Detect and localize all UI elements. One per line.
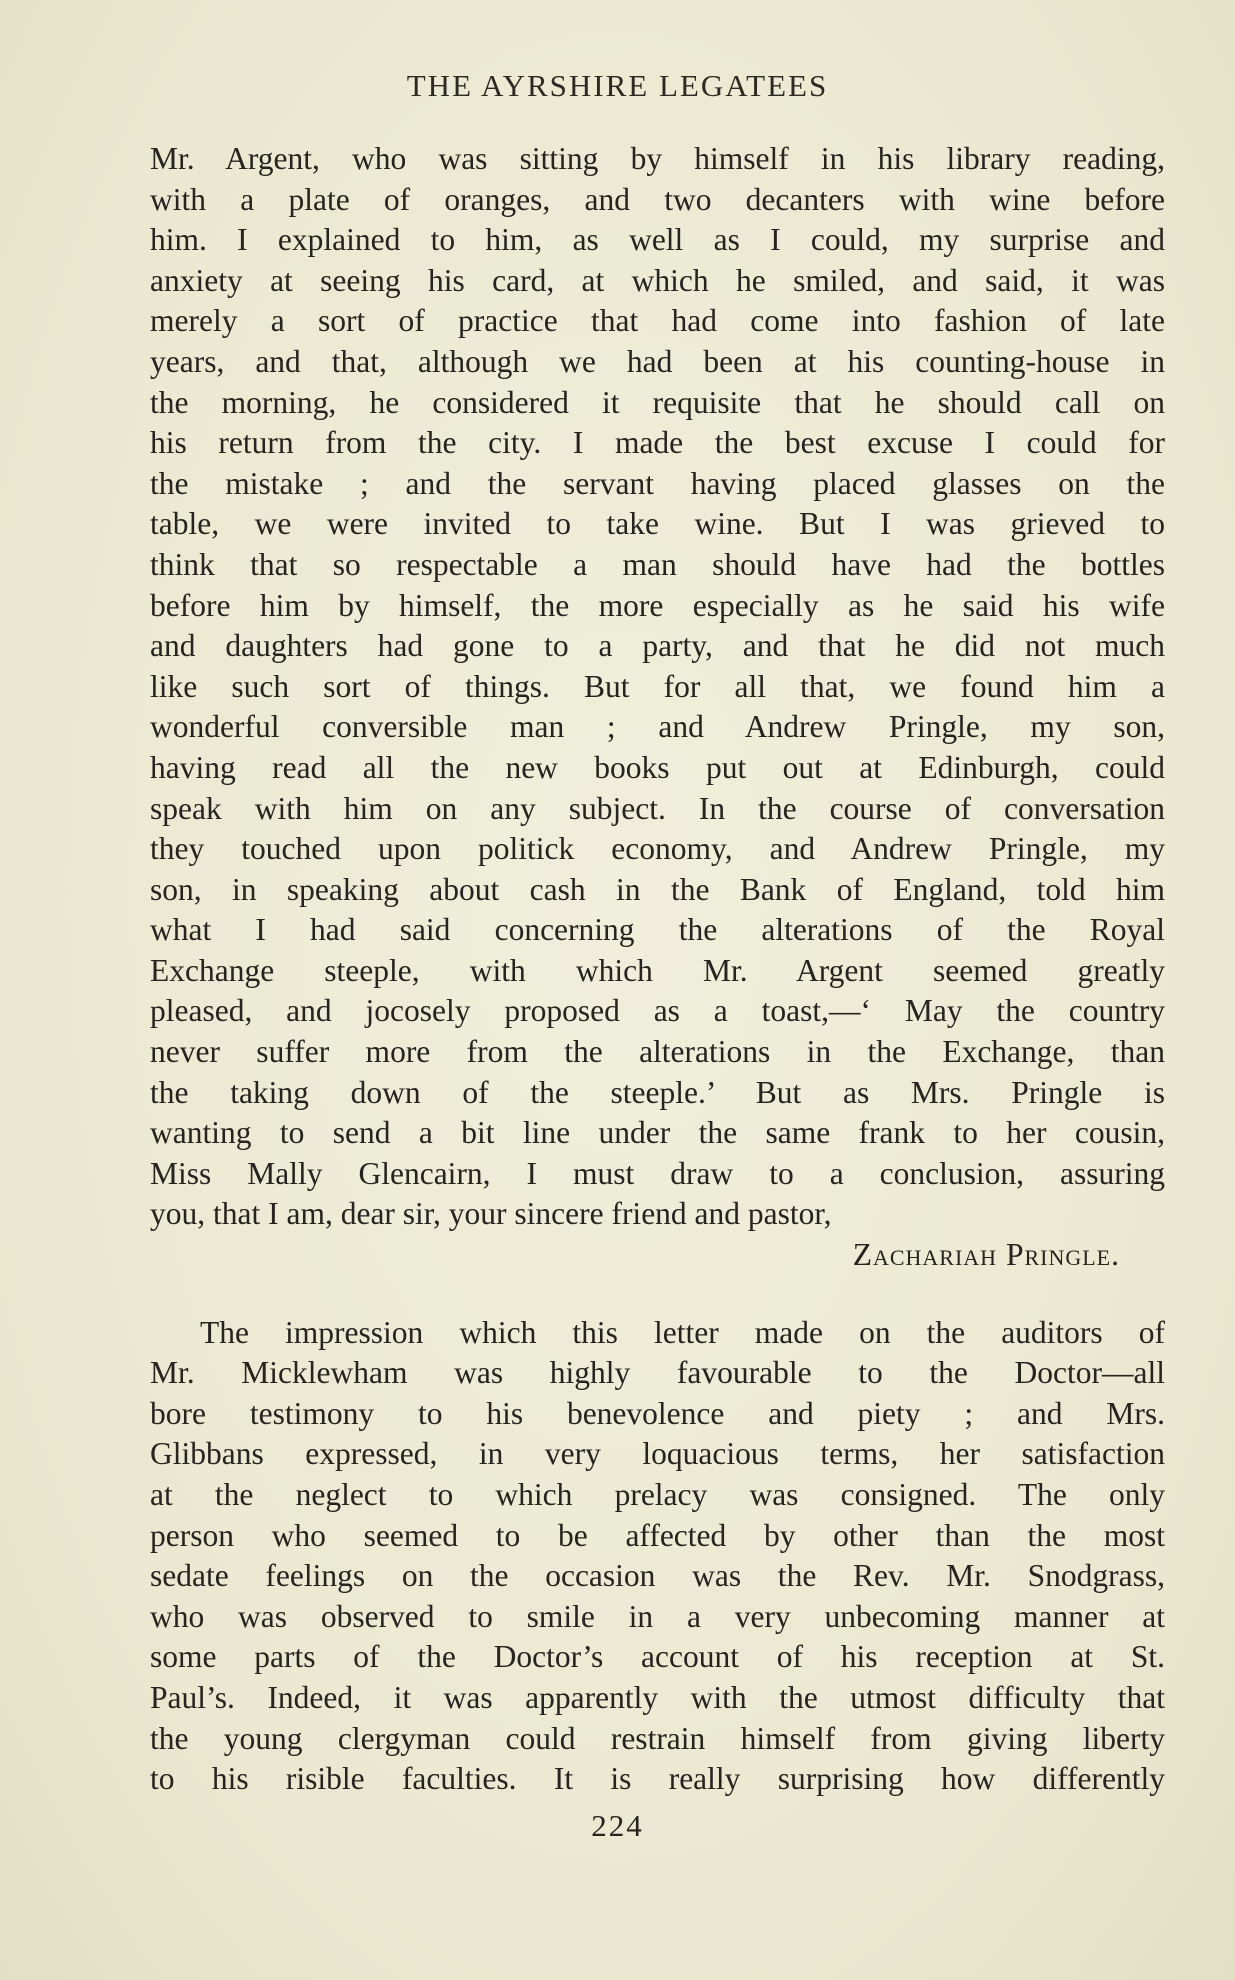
text-line: wonderful conversible man ; and Andrew Pringle, my son, — [150, 709, 1165, 745]
text-line: son, in speaking about cash in the Bank of England, told him — [150, 871, 1165, 907]
text-line: him. I explained to him, as well as I could, my surprise and — [150, 222, 1165, 258]
text-line: like such sort of things. But for all that, we found him a — [150, 668, 1165, 704]
text-line: table, we were invited to take wine. But I was grieved to — [150, 506, 1165, 542]
text-line: who was observed to smile in a very unbecoming manner at — [150, 1598, 1165, 1634]
text-line: anxiety at seeing his card, at which he smiled, and said, it was — [150, 262, 1165, 298]
text-line: the taking down of the steeple.’ But as Mrs. Pringle is — [150, 1074, 1165, 1110]
text-line: merely a sort of practice that had come into fashion of late — [150, 303, 1165, 339]
text-line: Mr. Micklewham was highly favourable to the Doctor—all — [150, 1355, 1165, 1391]
text-line: and daughters had gone to a party, and that he did not much — [150, 628, 1165, 664]
text-line: never suffer more from the alterations in the Exchange, than — [150, 1034, 1165, 1070]
text-line: The impression which this letter made on the auditors of — [200, 1314, 1165, 1350]
text-line: the mistake ; and the servant having placed glasses on the — [150, 465, 1165, 501]
text-line: sedate feelings on the occasion was the Rev. Mr. Snodgrass, — [150, 1558, 1165, 1594]
text-line: at the neglect to which prelacy was consigned. The only — [150, 1477, 1165, 1512]
text-line: years, and that, although we had been at his counting-house in — [150, 343, 1165, 379]
text-line: Paul’s. Indeed, it was apparently with the utmost difficulty that — [150, 1679, 1165, 1715]
running-head: THE AYRSHIRE LEGATEES — [406, 68, 829, 103]
page-number: 224 — [591, 1808, 644, 1843]
text-line: bore testimony to his benevolence and piety ; and Mrs. — [150, 1395, 1165, 1431]
text-line: before him by himself, the more especially as he said his wife — [150, 587, 1165, 623]
text-line: Miss Mally Glencairn, I must draw to a conclusion, assuring — [150, 1155, 1165, 1191]
text-line: having read all the new books put out at Edinburgh, could — [150, 749, 1165, 785]
letter-signature: Zachariah Pringle. — [852, 1237, 1120, 1273]
text-line: wanting to send a bit line under the same frank to her cousin, — [150, 1115, 1165, 1151]
paragraph-gap — [150, 1276, 1165, 1313]
text-line: the morning, he considered it requisite that he should call on — [150, 384, 1165, 420]
text-line: to his risible faculties. It is really surprising how differently — [150, 1761, 1165, 1797]
text-line: Mr. Argent, who was sitting by himself in his library reading, — [150, 141, 1165, 176]
body-text — [150, 139, 1165, 1800]
text-line: what I had said concerning the alterations of the Royal — [150, 912, 1165, 948]
text-line: person who seemed to be affected by other than the most — [150, 1517, 1165, 1553]
text-line: Exchange steeple, with which Mr. Argent seemed greatly — [150, 952, 1165, 988]
text-line: some parts of the Doctor’s account of his reception at St. — [150, 1639, 1165, 1675]
text-line: with a plate of oranges, and two decanters with wine before — [150, 181, 1165, 217]
text-line: his return from the city. I made the best excuse I could for — [150, 425, 1165, 461]
text-line: Glibbans expressed, in very loquacious terms, her satisfaction — [150, 1436, 1165, 1472]
text-line: they touched upon politick economy, and Andrew Pringle, my — [150, 831, 1165, 867]
text-line: speak with him on any subject. In the course of conversation — [150, 790, 1165, 826]
text-line: the young clergyman could restrain himself from giving liberty — [150, 1720, 1165, 1756]
text-line: you, that I am, dear sir, your sincere friend and pastor, — [150, 1196, 832, 1232]
text-line: think that so respectable a man should have had the bottles — [150, 546, 1165, 582]
text-line: pleased, and jocosely proposed as a toast,—‘ May the country — [150, 993, 1165, 1029]
